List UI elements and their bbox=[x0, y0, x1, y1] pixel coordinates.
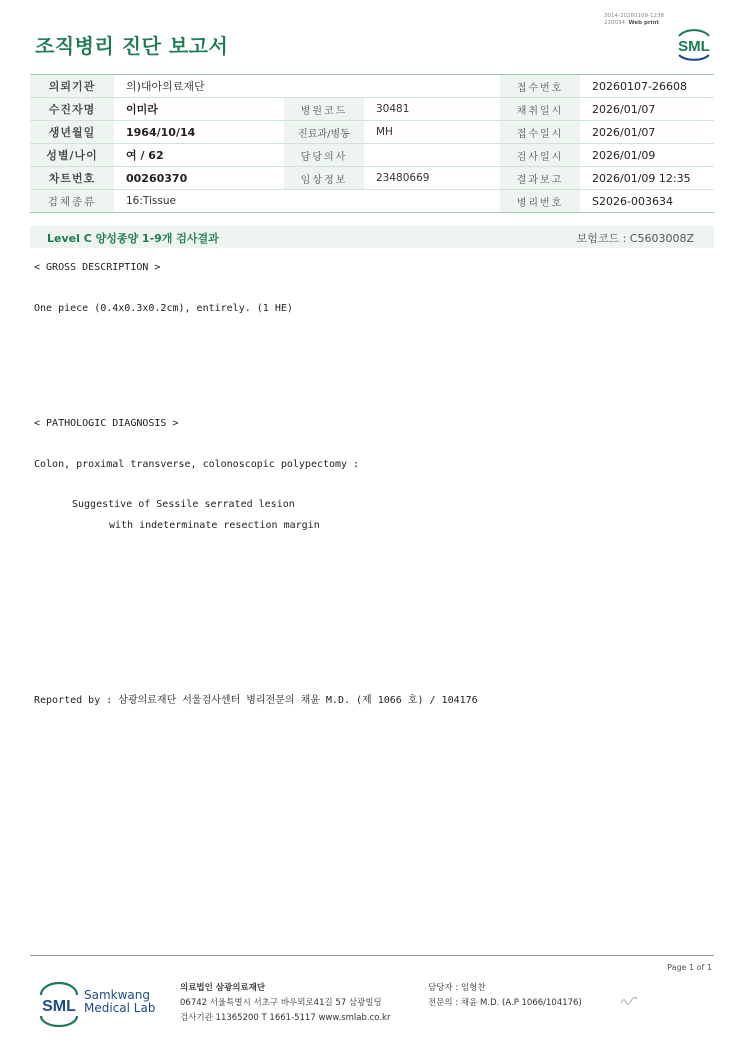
report-title: 조직병리 진단 보고서 bbox=[35, 34, 229, 58]
value-result-report: 2026/01/09 12:35 bbox=[580, 167, 714, 190]
value-test-date: 2026/01/09 bbox=[580, 144, 714, 167]
label-collection-date: 채취일시 bbox=[500, 98, 580, 121]
print-time: 210034 bbox=[604, 20, 625, 26]
label-test-date: 검사일시 bbox=[500, 144, 580, 167]
diagnosis-heading: < PATHOLOGIC DIAGNOSIS > bbox=[34, 418, 179, 429]
value-birth-date: 1964/10/14 bbox=[114, 121, 284, 144]
gross-heading: < GROSS DESCRIPTION > bbox=[34, 262, 161, 273]
value-sex-age: 여 / 62 bbox=[114, 144, 284, 167]
value-clinical-info: 23480669 bbox=[364, 167, 500, 190]
label-pathology-number: 병리번호 bbox=[500, 190, 580, 213]
reported-by: Reported by : 삼광의료재단 서울검사센터 병리전문의 채윤 M.D. (제 1066 호) / 104176 bbox=[34, 695, 478, 706]
sml-logo bbox=[673, 24, 715, 64]
table-row bbox=[30, 121, 714, 144]
diagnosis-line-2: with indeterminate resection margin bbox=[109, 520, 320, 531]
sml-logo-text: SML bbox=[678, 38, 710, 55]
table-row bbox=[30, 75, 714, 98]
insurance-code: 보험코드 : C5603008Z bbox=[576, 232, 694, 245]
footer-responsible bbox=[428, 981, 582, 1011]
patient-info-table bbox=[30, 74, 714, 213]
label-receipt-date: 접수일시 bbox=[500, 121, 580, 144]
footer-divider bbox=[30, 955, 714, 956]
value-receipt-date: 2026/01/07 bbox=[580, 121, 714, 144]
print-label: Web print bbox=[628, 20, 660, 26]
footer-staff-name: 임형찬 bbox=[460, 983, 486, 993]
label-patient-name: 수진자명 bbox=[30, 98, 114, 121]
signature-image bbox=[620, 996, 638, 1008]
label-specimen-type: 검체종류 bbox=[30, 190, 114, 213]
footer-logo-text: SML bbox=[42, 998, 76, 1015]
footer-specialist-name: 채윤 M.D. (A.P 1066/104176) bbox=[460, 998, 582, 1008]
label-attending-doctor: 담당의사 bbox=[284, 144, 364, 167]
print-code: 3014-20260109-1238 bbox=[604, 13, 664, 19]
value-pathology-number: S2026-003634 bbox=[580, 190, 714, 213]
value-collection-date: 2026/01/07 bbox=[580, 98, 714, 121]
value-patient-name: 이미라 bbox=[114, 98, 284, 121]
table-row bbox=[30, 98, 714, 121]
footer-staff-label: 담당자 : bbox=[428, 983, 459, 993]
level-title: Level C 양성종양 1-9개 검사결과 bbox=[47, 232, 219, 245]
footer-organization bbox=[180, 981, 390, 1026]
label-department-ward: 진료과/병동 bbox=[284, 121, 364, 144]
value-hospital-code: 30481 bbox=[364, 98, 500, 121]
table-row bbox=[30, 167, 714, 190]
label-chart-number: 차트번호 bbox=[30, 167, 114, 190]
value-specimen-type: 16:Tissue bbox=[114, 190, 500, 213]
footer-org-name: 의료법인 삼광의료재단 bbox=[180, 983, 266, 993]
label-result-report: 결과보고 bbox=[500, 167, 580, 190]
footer-contact: 검사기관 11365200 T 1661-5117 www.smlab.co.kr bbox=[180, 1013, 391, 1023]
footer-sml-logo bbox=[37, 981, 81, 1031]
value-attending-doctor bbox=[364, 144, 500, 167]
value-chart-number: 00260370 bbox=[114, 167, 284, 190]
table-row bbox=[30, 190, 714, 213]
footer-specialist-label: 전문의 : bbox=[428, 998, 459, 1008]
value-requesting-institution: 의)대아의료재단 bbox=[114, 75, 500, 98]
diagnosis-site: Colon, proximal transverse, colonoscopic polypectomy : bbox=[34, 459, 360, 470]
value-accession-number: 20260107-26608 bbox=[580, 75, 714, 98]
label-requesting-institution: 의뢰기관 bbox=[30, 75, 114, 98]
table-row bbox=[30, 144, 714, 167]
diagnosis-line-1: Suggestive of Sessile serrated lesion bbox=[72, 499, 295, 510]
label-hospital-code: 병원코드 bbox=[284, 98, 364, 121]
gross-text: One piece (0.4x0.3x0.2cm), entirely. (1 HE) bbox=[34, 303, 293, 314]
label-accession-number: 접수번호 bbox=[500, 75, 580, 98]
label-sex-age: 성별/나이 bbox=[30, 144, 114, 167]
footer-address: 06742 서울특별시 서초구 바우뫼로41길 57 삼광빌딩 bbox=[180, 998, 382, 1008]
page-number: Page 1 of 1 bbox=[667, 963, 712, 972]
footer-lab-name-2: Medical Lab bbox=[84, 1001, 156, 1015]
footer-lab-name-1: Samkwang bbox=[84, 988, 150, 1002]
value-department-ward: MH bbox=[364, 121, 500, 144]
footer-lab-name bbox=[84, 989, 155, 1015]
label-birth-date: 생년월일 bbox=[30, 121, 114, 144]
label-clinical-info: 임상정보 bbox=[284, 167, 364, 190]
print-meta bbox=[604, 13, 664, 27]
